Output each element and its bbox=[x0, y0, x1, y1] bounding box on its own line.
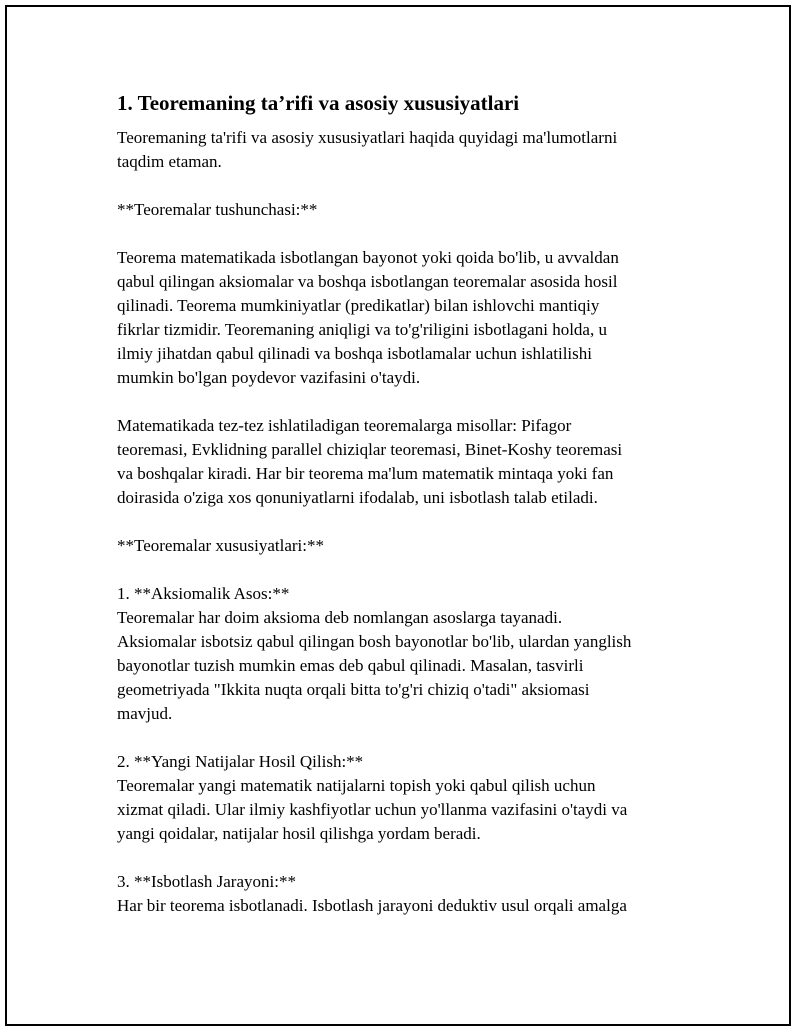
examples-paragraph: Matematikada tez-tez ishlatiladigan teoremalarga misollar: Pifagor teoremasi, Evklidning parallel chiziqlar teoremasi, Binet-Koshy teoremasi va boshqalar kiradi. Har bir teorema ma'lum matematik mintaqa yoki fan doirasida o'ziga xos qonuniyatlarni ifodalab, uni isbotlash talab etiladi. bbox=[117, 416, 623, 507]
list-item-body: Teoremalar yangi matematik natijalarni topish yoki qabul qilish uchun xizmat qiladi. Ular ilmiy kashfiyotlar uchun yo'llanma vazifasini o'taydi va yangi qoidalar, natijalar hosil qilishga yordam beradi. bbox=[117, 776, 628, 843]
spacer bbox=[117, 222, 707, 246]
section-heading-properties: **Teoremalar xususiyatlari:** bbox=[117, 536, 324, 555]
intro-paragraph: Teoremaning ta'rifi va asosiy xususiyatlari haqida quyidagi ma'lumotlarni taqdim etaman. bbox=[117, 128, 618, 171]
spacer bbox=[117, 174, 707, 198]
document-title: 1. Teoremaning ta’rifi va asosiy xususiyatlari bbox=[117, 91, 520, 115]
list-item-body: Har bir teorema isbotlanadi. Isbotlash jarayoni deduktiv usul orqali amalga bbox=[117, 896, 627, 915]
spacer bbox=[117, 510, 707, 534]
list-item-body: Teoremalar har doim aksioma deb nomlangan asoslarga tayanadi. Aksiomalar isbotsiz qabul qilingan bosh bayonotlar bo'lib, ulardan yanglish bayonotlar tuzish mumkin emas deb qabul qilinadi. Masalan, tasvirli geometriyada "Ikkita nuqta orqali bitta to'g'ri chiziq o'tadi" aksiomasi mavjud. bbox=[117, 608, 632, 723]
spacer bbox=[117, 726, 707, 750]
list-item-heading: 2. **Yangi Natijalar Hosil Qilish:** bbox=[117, 752, 364, 771]
spacer bbox=[117, 846, 707, 870]
spacer bbox=[117, 558, 707, 582]
list-item-heading: 1. **Aksiomalik Asos:** bbox=[117, 584, 290, 603]
spacer bbox=[117, 390, 707, 414]
list-item-heading: 3. **Isbotlash Jarayoni:** bbox=[117, 872, 296, 891]
document-body bbox=[117, 88, 707, 918]
definition-paragraph: Teorema matematikada isbotlangan bayonot yoki qoida bo'lib, u avvaldan qabul qilingan aksiomalar va boshqa isbotlangan teoremalar asosida hosil qilinadi. Teorema mumkiniyatlar (predikatlar) bilan ishlovchi mantiqiy fikrlar tizmidir. Teoremaning aniqligi va to'g'riligini isbotlagani holda, u ilmiy jihatdan qabul qilinadi va boshqa isbotlamalar uchun ishlatilishi mumkin bo'lgan poydevor vazifasini o'taydi. bbox=[117, 248, 619, 387]
section-heading-concept: **Teoremalar tushunchasi:** bbox=[117, 200, 318, 219]
